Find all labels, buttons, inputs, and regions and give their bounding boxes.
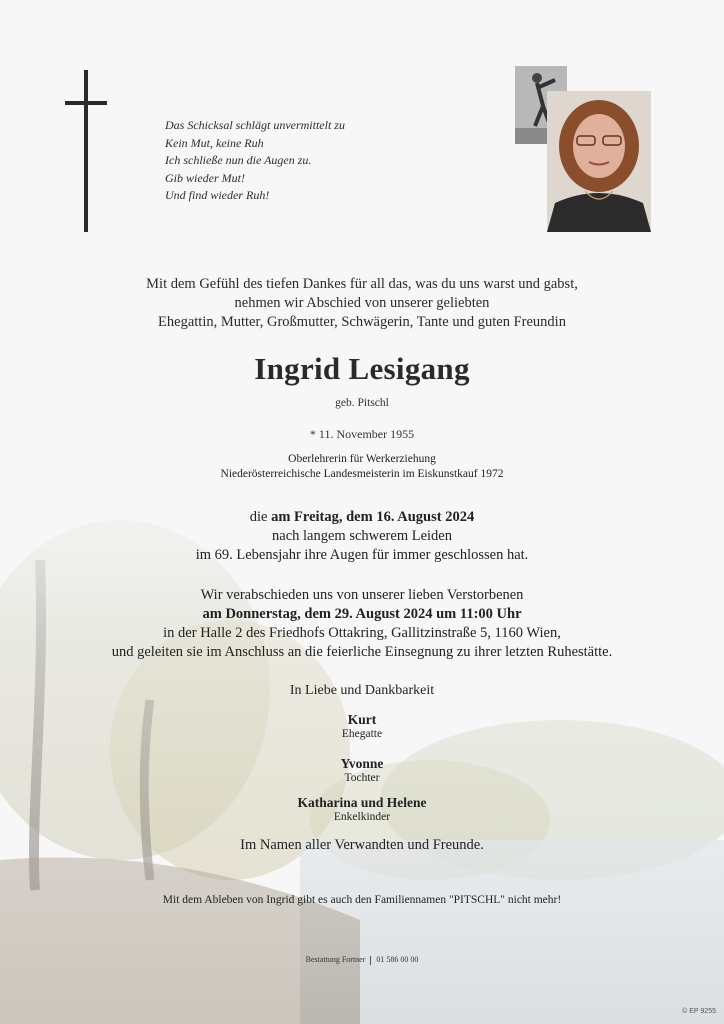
- closing-note: Mit dem Ableben von Ingrid gibt es auch den Familiennamen "PITSCHL" nicht mehr!: [162, 894, 562, 906]
- relative-name: Kurt: [347, 712, 377, 727]
- occupation-block: [0, 452, 724, 482]
- deceased-name: Ingrid Lesigang: [254, 351, 470, 386]
- poem-line: Kein Mut, keine Ruh: [165, 135, 264, 150]
- poem-line: Das Schicksal schlägt unvermittelt zu: [165, 118, 345, 132]
- funeral-notice: [0, 586, 724, 662]
- relative-name: Katharina und Helene: [297, 795, 427, 810]
- occupation: Oberlehrerin für Werkerziehung: [288, 453, 436, 465]
- poem-line: Und find wieder Ruh!: [165, 188, 270, 202]
- relative-role: Enkelkinder: [333, 811, 391, 823]
- separator: [370, 956, 371, 965]
- death-notice: [0, 508, 724, 565]
- print-code: © EP 9255: [682, 1008, 716, 1015]
- death-prefix: die: [249, 509, 272, 525]
- signoff: In Liebe und Dankbarkeit: [289, 683, 435, 698]
- relative: [0, 712, 724, 740]
- undertaker-info: [0, 955, 724, 965]
- death-line: nach langem schwerem Leiden: [272, 528, 452, 544]
- achievement: Niederösterreichische Landesmeisterin im Eiskunstkauf 1972: [220, 468, 504, 480]
- undertaker-name: Bestattung Fortner: [305, 955, 366, 964]
- undertaker-phone: 01 586 00 00: [376, 955, 419, 964]
- cross-icon: [84, 70, 88, 232]
- portrait-photo: [547, 91, 651, 232]
- relative: [0, 756, 724, 784]
- funeral-line: in der Halle 2 des Friedhofs Ottakring, Gallitzinstraße 5, 1160 Wien,: [163, 625, 561, 641]
- cross-icon-bar: [65, 101, 107, 105]
- death-line: im 69. Lebensjahr ihre Augen für immer geschlossen hat.: [195, 547, 529, 563]
- funeral-date: am Donnerstag, dem 29. August 2024 um 11:00 Uhr: [202, 606, 522, 622]
- poem-line: Ich schließe nun die Augen zu.: [165, 153, 312, 167]
- relative-role: Ehegatte: [341, 728, 383, 740]
- poem: [165, 117, 425, 205]
- funeral-line: und geleiten sie im Anschluss an die feierliche Einsegnung zu ihrer letzten Ruhestätte.: [111, 644, 613, 660]
- intro-line: Ehegattin, Mutter, Großmutter, Schwägerin, Tante und guten Freundin: [158, 314, 566, 330]
- birth-date: * 11. November 1955: [309, 427, 415, 441]
- relative: [0, 795, 724, 823]
- born-name: geb. Pitschl: [335, 397, 389, 409]
- poem-line: Gib wieder Mut!: [165, 170, 245, 185]
- intro-line: nehmen wir Abschied von unserer geliebten: [234, 295, 490, 311]
- relative-role: Tochter: [344, 772, 380, 784]
- death-date: am Freitag, dem 16. August 2024: [271, 509, 475, 525]
- funeral-line: Wir verabschieden uns von unserer lieben Verstorbenen: [200, 587, 524, 603]
- intro-line: Mit dem Gefühl des tiefen Dankes für all das, was du uns warst und gabst,: [146, 276, 578, 292]
- relative-name: Yvonne: [340, 756, 384, 771]
- all-relatives: Im Namen aller Verwandten und Freunde.: [240, 837, 484, 853]
- intro-text: [0, 275, 724, 332]
